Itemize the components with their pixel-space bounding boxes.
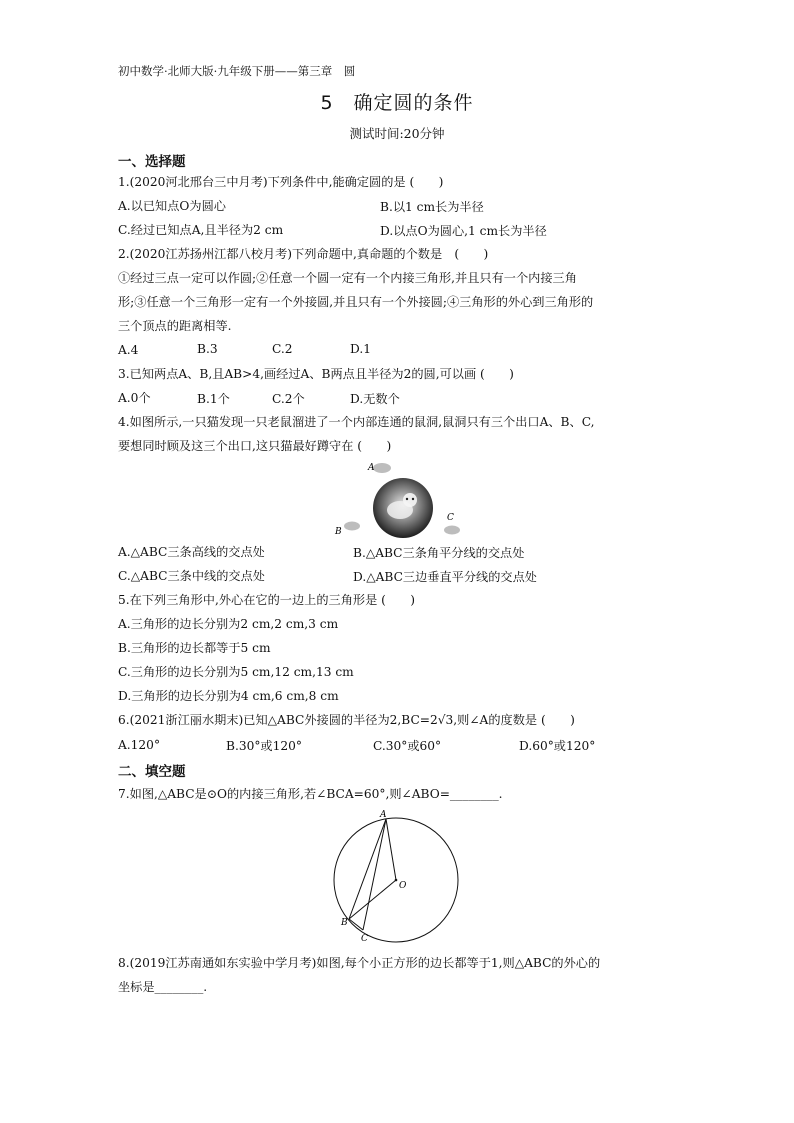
q3-option-b: B.1个	[197, 392, 230, 406]
q2-option-a: A.4	[118, 343, 139, 357]
q5-option-c: C.三角形的边长分别为5 cm,12 cm,13 cm	[118, 665, 354, 679]
q2-line-2: 形;③任意一个三角形一定有一个外接圆,并且只有一个外接圆;④三角形的外心到三角形的	[118, 295, 594, 309]
side-ac	[363, 819, 386, 930]
q1-option-b: B.以1 cm长为半径	[380, 200, 484, 214]
q3-option-c: C.2个	[272, 392, 305, 406]
q4-line-1: 4.如图所示,一只猫发现一只老鼠溜进了一个内部连通的鼠洞,鼠洞只有三个出口A、B、C,	[118, 415, 595, 429]
q5-option-d: D.三角形的边长分别为4 cm,6 cm,8 cm	[118, 689, 339, 703]
hole-c	[444, 526, 460, 535]
side-bc	[349, 919, 363, 930]
q8-line-2: 坐标是________.	[118, 980, 208, 994]
q1-option-a: A.以已知点O为圆心	[118, 199, 226, 213]
segment-ao	[386, 819, 396, 880]
q2-option-c: C.2	[272, 342, 293, 356]
q3-option-a: A.0个	[118, 391, 151, 405]
q6-option-b: B.30°或120°	[226, 739, 302, 753]
q4-option-b: B.△ABC三条角平分线的交点处	[353, 546, 525, 560]
section-fill: 二、填空题	[118, 764, 186, 780]
q1-option-d: D.以点O为圆心,1 cm长为半径	[380, 224, 547, 238]
label-a: A	[380, 810, 387, 820]
circle-triangle-figure	[328, 808, 468, 948]
q8-line-1: 8.(2019江苏南通如东实验中学月考)如图,每个小正方形的边长都等于1,则△ABC的外心的	[118, 956, 601, 970]
q2-line-3: 三个顶点的距离相等.	[118, 319, 232, 333]
q4-option-c: C.△ABC三条中线的交点处	[118, 569, 265, 583]
q6-option-a: A.120°	[118, 738, 161, 752]
test-time: 测试时间:20分钟	[349, 126, 445, 141]
q5-option-a: A.三角形的边长分别为2 cm,2 cm,3 cm	[118, 617, 339, 631]
q6-stem: 6.(2021浙江丽水期末)已知△ABC外接圆的半径为2,BC=2√3,则∠A的度数是 ( )	[118, 713, 575, 727]
q4-option-d: D.△ABC三边垂直平分线的交点处	[353, 570, 537, 584]
label-a: A	[368, 463, 375, 473]
q6-option-c: C.30°或60°	[373, 739, 442, 753]
label-o: O	[399, 881, 407, 891]
q1-stem: 1.(2020河北邢台三中月考)下列条件中,能确定圆的是 ( )	[118, 175, 444, 189]
hole-a	[373, 463, 391, 473]
q2-line-1: ①经过三点一定可以作圆;②任意一个圆一定有一个内接三角形,并且只有一个内接三角	[118, 271, 577, 285]
page-title: 5 确定圆的条件	[320, 92, 474, 114]
label-c: C	[447, 513, 454, 523]
label-b: B	[335, 527, 342, 537]
cat-and-holes-figure	[330, 458, 470, 538]
q7-stem: 7.如图,△ABC是⊙O的内接三角形,若∠BCA=60°,则∠ABO=________.	[118, 787, 503, 801]
label-b: B	[341, 918, 348, 928]
q2-option-b: B.3	[197, 342, 218, 356]
hole-b	[344, 522, 360, 531]
section-choice: 一、选择题	[118, 154, 186, 170]
q4-line-2: 要想同时顾及这三个出口,这只猫最好蹲守在 ( )	[118, 439, 392, 453]
q3-stem: 3.已知两点A、B,且AB>4,画经过A、B两点且半径为2的圆,可以画 ( )	[118, 367, 514, 381]
q4-option-a: A.△ABC三条高线的交点处	[118, 545, 265, 559]
label-c: C	[361, 934, 368, 944]
q6-option-d: D.60°或120°	[519, 739, 596, 753]
q5-stem: 5.在下列三角形中,外心在它的一边上的三角形是 ( )	[118, 593, 416, 607]
q5-option-b: B.三角形的边长都等于5 cm	[118, 641, 271, 655]
q3-option-d: D.无数个	[350, 392, 400, 406]
page-header: 初中数学·北师大版·九年级下册——第三章 圆	[118, 64, 356, 78]
q2-stem: 2.(2020江苏扬州江都八校月考)下列命题中,真命题的个数是 ( )	[118, 247, 489, 261]
q2-option-d: D.1	[350, 342, 371, 356]
q1-option-c: C.经过已知点A,且半径为2 cm	[118, 223, 284, 237]
